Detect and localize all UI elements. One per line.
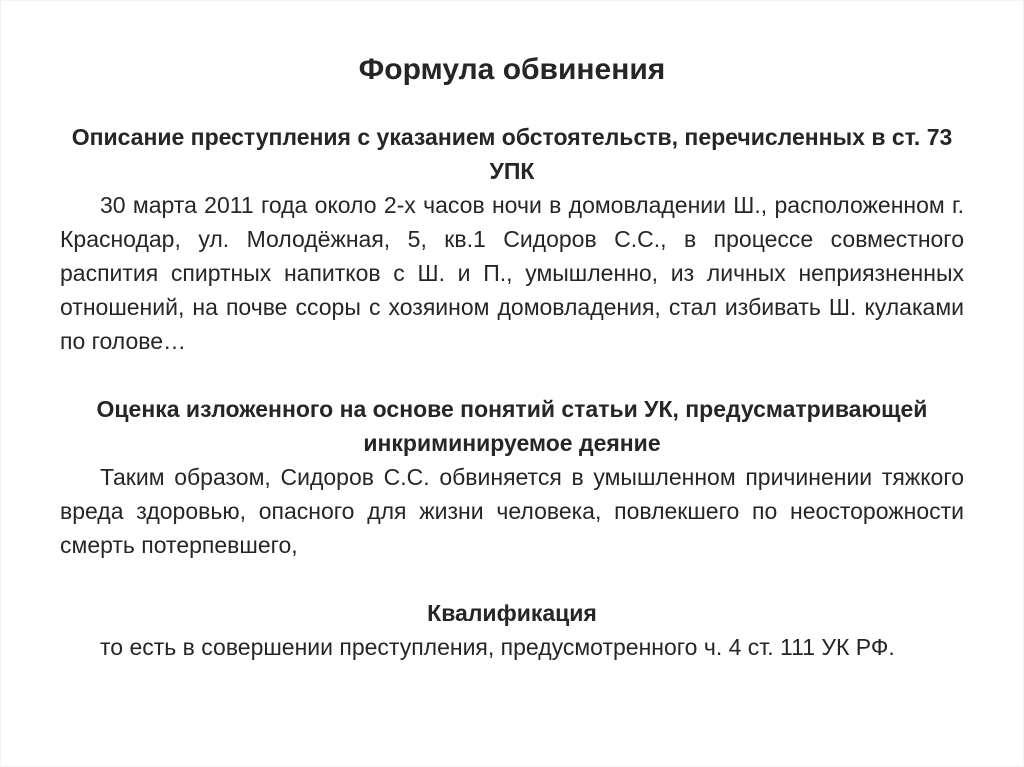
section-qualification [60, 596, 964, 664]
slide-title: Формула обвинения [358, 53, 666, 86]
section-spacer [60, 358, 964, 392]
section-spacer [60, 562, 964, 596]
section-heading-assessment: Оценка изложенного на основе понятий статьи УК, предусматривающей инкриминируемое деяние [96, 396, 928, 456]
section-assessment [60, 392, 964, 562]
section-description [60, 120, 964, 358]
slide-content [60, 120, 964, 664]
section-text-qualification: то есть в совершении преступления, предусмотренного ч. 4 ст. 111 УК РФ. [100, 634, 895, 660]
section-heading-description: Описание преступления с указанием обстоятельств, перечисленных в ст. 73 УПК [71, 124, 953, 184]
section-text-description: 30 марта 2011 года около 2-х часов ночи в домовладении Ш., расположенном г. Краснодар, ул. Молодёжная, 5, кв.1 Сидоров С.С., в процессе совместного распития спиртных напитков с Ш. и П., умышленно, из личных неприязненных отношений, на почве ссоры с хозяином домовладения, стал избивать Ш. кулаками по голове… [60, 192, 964, 354]
section-heading-qualification: Квалификация [427, 600, 597, 626]
section-text-assessment: Таким образом, Сидоров С.С. обвиняется в умышленном причинении тяжкого вреда здоровью, опасного для жизни человека, повлекшего по неосторожности смерть потерпевшего, [60, 464, 964, 558]
